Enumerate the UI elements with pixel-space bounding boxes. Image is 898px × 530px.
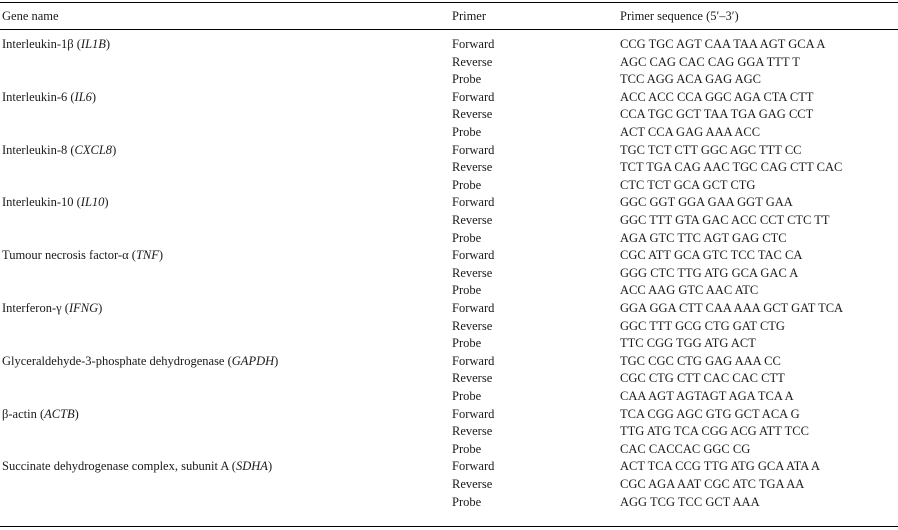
gene-name-cell bbox=[2, 37, 110, 51]
primer-sequence-cell: ACC ACC CCA GGC AGA CTA CTT bbox=[620, 89, 814, 104]
primer-sequence-cell: GGC GGT GGA GAA GGT GAA bbox=[620, 195, 793, 210]
header-gene-name: Gene name bbox=[2, 9, 59, 23]
primer-sequence-cell: TGC CGC CTG GAG AAA CC bbox=[620, 353, 781, 368]
gene-close-paren: ) bbox=[104, 195, 109, 210]
gene-full-name: β-actin ( bbox=[2, 406, 45, 421]
table-header-rule bbox=[0, 29, 898, 30]
gene-name-cell bbox=[2, 195, 109, 209]
primer-sequence-cell: CAA AGT AGTAGT AGA TCA A bbox=[620, 389, 794, 403]
table-top-rule bbox=[0, 2, 898, 3]
primer-sequence-cell: CTC TCT GCA GCT CTG bbox=[620, 177, 756, 192]
gene-close-paren: ) bbox=[267, 459, 273, 474]
gene-name-cell bbox=[2, 90, 96, 104]
primer-sequence-cell: ACT TCA CCG TTG ATG GCA ATA A bbox=[620, 459, 821, 474]
gene-symbol: CXCL8 bbox=[74, 142, 113, 157]
primer-sequence-cell: ACC AAG GTC AAC ATC bbox=[620, 283, 759, 298]
primer-type-cell: Probe bbox=[452, 230, 482, 245]
table-bottom-rule bbox=[0, 526, 898, 527]
primer-type-cell: Reverse bbox=[452, 54, 493, 69]
gene-full-name: Interleukin-1β ( bbox=[2, 37, 81, 51]
primer-sequence-cell: CAC CACCAC GGC CG bbox=[620, 441, 751, 456]
gene-symbol: IL10 bbox=[80, 195, 105, 210]
gene-close-paren: ) bbox=[98, 301, 103, 315]
gene-close-paren: ) bbox=[74, 406, 79, 421]
gene-symbol: IFNG bbox=[68, 301, 99, 315]
gene-name-cell bbox=[2, 143, 116, 157]
gene-name-cell bbox=[2, 248, 163, 262]
primer-sequence-cell: TCT TGA CAG AAC TGC CAG CTT CAC bbox=[620, 160, 843, 175]
primer-type-cell: Probe bbox=[452, 125, 482, 139]
primer-type-cell: Forward bbox=[452, 353, 495, 368]
primer-type-cell: Forward bbox=[452, 248, 495, 263]
primer-type-cell: Probe bbox=[452, 72, 482, 87]
gene-name-cell bbox=[2, 354, 278, 368]
primer-type-cell: Probe bbox=[452, 283, 482, 298]
primer-type-cell: Probe bbox=[452, 336, 482, 351]
gene-full-name: Succinate dehydrogenase complex, subunit A ( bbox=[2, 459, 236, 474]
gene-name-cell bbox=[2, 407, 79, 421]
gene-symbol: IL6 bbox=[74, 89, 92, 104]
primer-type-cell: Probe bbox=[452, 494, 482, 509]
gene-full-name: Glyceraldehyde-3-phosphate dehydrogenase ( bbox=[2, 353, 232, 368]
primer-sequence-cell: TGC TCT CTT GGC AGC TTT CC bbox=[620, 142, 802, 157]
primer-type-cell: Forward bbox=[452, 406, 495, 421]
primer-sequence-cell: GGC TTT GTA GAC ACC CCT CTC TT bbox=[620, 213, 830, 227]
primer-type-cell: Reverse bbox=[452, 160, 493, 175]
primer-sequence-cell: GGA GGA CTT CAA AAA GCT GAT TCA bbox=[620, 301, 844, 315]
primer-type-cell: Reverse bbox=[452, 213, 493, 227]
gene-symbol: IL1B bbox=[80, 37, 106, 51]
primer-sequence-cell: AGG TCG TCC GCT AAA bbox=[620, 494, 760, 509]
primer-type-cell: Reverse bbox=[452, 107, 493, 122]
primer-sequence-cell: GGC TTT GCG CTG GAT CTG bbox=[620, 318, 785, 333]
primer-type-cell: Forward bbox=[452, 142, 495, 157]
primer-type-cell: Forward bbox=[452, 195, 495, 210]
primer-type-cell: Reverse bbox=[452, 477, 493, 491]
primer-sequence-cell: CCG TGC AGT CAA TAA AGT GCA A bbox=[620, 37, 826, 51]
gene-symbol: GAPDH bbox=[231, 353, 275, 368]
primer-sequence-cell: CGC AGA AAT CGC ATC TGA AA bbox=[620, 477, 805, 491]
primer-sequence-cell: GGG CTC TTG ATG GCA GAC A bbox=[620, 265, 799, 280]
header-primer: Primer bbox=[452, 9, 487, 23]
gene-full-name: Interferon-γ ( bbox=[2, 301, 69, 315]
primer-sequence-cell: TCA CGG AGC GTG GCT ACA G bbox=[620, 406, 800, 421]
primer-sequence-cell: TTC CGG TGG ATG ACT bbox=[620, 336, 756, 351]
primer-sequence-cell: CCA TGC GCT TAA TGA GAG CCT bbox=[620, 107, 814, 122]
primer-sequence-cell: ACT CCA GAG AAA ACC bbox=[620, 125, 761, 139]
gene-symbol: SDHA bbox=[235, 459, 268, 474]
primer-type-cell: Probe bbox=[452, 441, 482, 456]
gene-close-paren: ) bbox=[91, 89, 97, 104]
primer-sequence-cell: CGC CTG CTT CAC CAC CTT bbox=[620, 371, 785, 386]
primer-type-cell: Reverse bbox=[452, 318, 493, 333]
primer-type-cell: Forward bbox=[452, 37, 495, 51]
gene-symbol: ACTB bbox=[44, 406, 75, 421]
primer-type-cell: Forward bbox=[452, 89, 495, 104]
gene-close-paren: ) bbox=[274, 353, 279, 368]
primer-type-cell: Forward bbox=[452, 301, 495, 315]
primer-sequence-cell: TCC AGG ACA GAG AGC bbox=[620, 72, 761, 87]
gene-close-paren: ) bbox=[158, 248, 164, 263]
header-primer-sequence: Primer sequence (5′–3′) bbox=[620, 9, 739, 23]
gene-close-paren: ) bbox=[105, 37, 111, 51]
gene-close-paren: ) bbox=[112, 142, 117, 157]
primer-type-cell: Reverse bbox=[452, 371, 493, 386]
primer-type-cell: Probe bbox=[452, 177, 482, 192]
gene-name-cell bbox=[2, 459, 272, 473]
gene-full-name: Tumour necrosis factor-α ( bbox=[2, 248, 136, 263]
primer-sequence-cell: TTG ATG TCA CGG ACG ATT TCC bbox=[620, 424, 809, 439]
primer-sequence-cell: AGC CAG CAC CAG GGA TTT T bbox=[620, 54, 800, 69]
gene-full-name: Interleukin-6 ( bbox=[2, 89, 75, 104]
gene-full-name: Interleukin-10 ( bbox=[2, 195, 81, 210]
primer-type-cell: Probe bbox=[452, 389, 482, 403]
primer-type-cell: Forward bbox=[452, 459, 495, 474]
gene-full-name: Interleukin-8 ( bbox=[2, 142, 75, 157]
primer-sequence-cell: CGC ATT GCA GTC TCC TAC CA bbox=[620, 248, 803, 263]
primer-type-cell: Reverse bbox=[452, 424, 493, 439]
gene-name-cell bbox=[2, 301, 102, 315]
primer-type-cell: Reverse bbox=[452, 265, 493, 280]
primer-sequence-cell: AGA GTC TTC AGT GAG CTC bbox=[620, 230, 787, 245]
gene-symbol: TNF bbox=[135, 248, 159, 263]
